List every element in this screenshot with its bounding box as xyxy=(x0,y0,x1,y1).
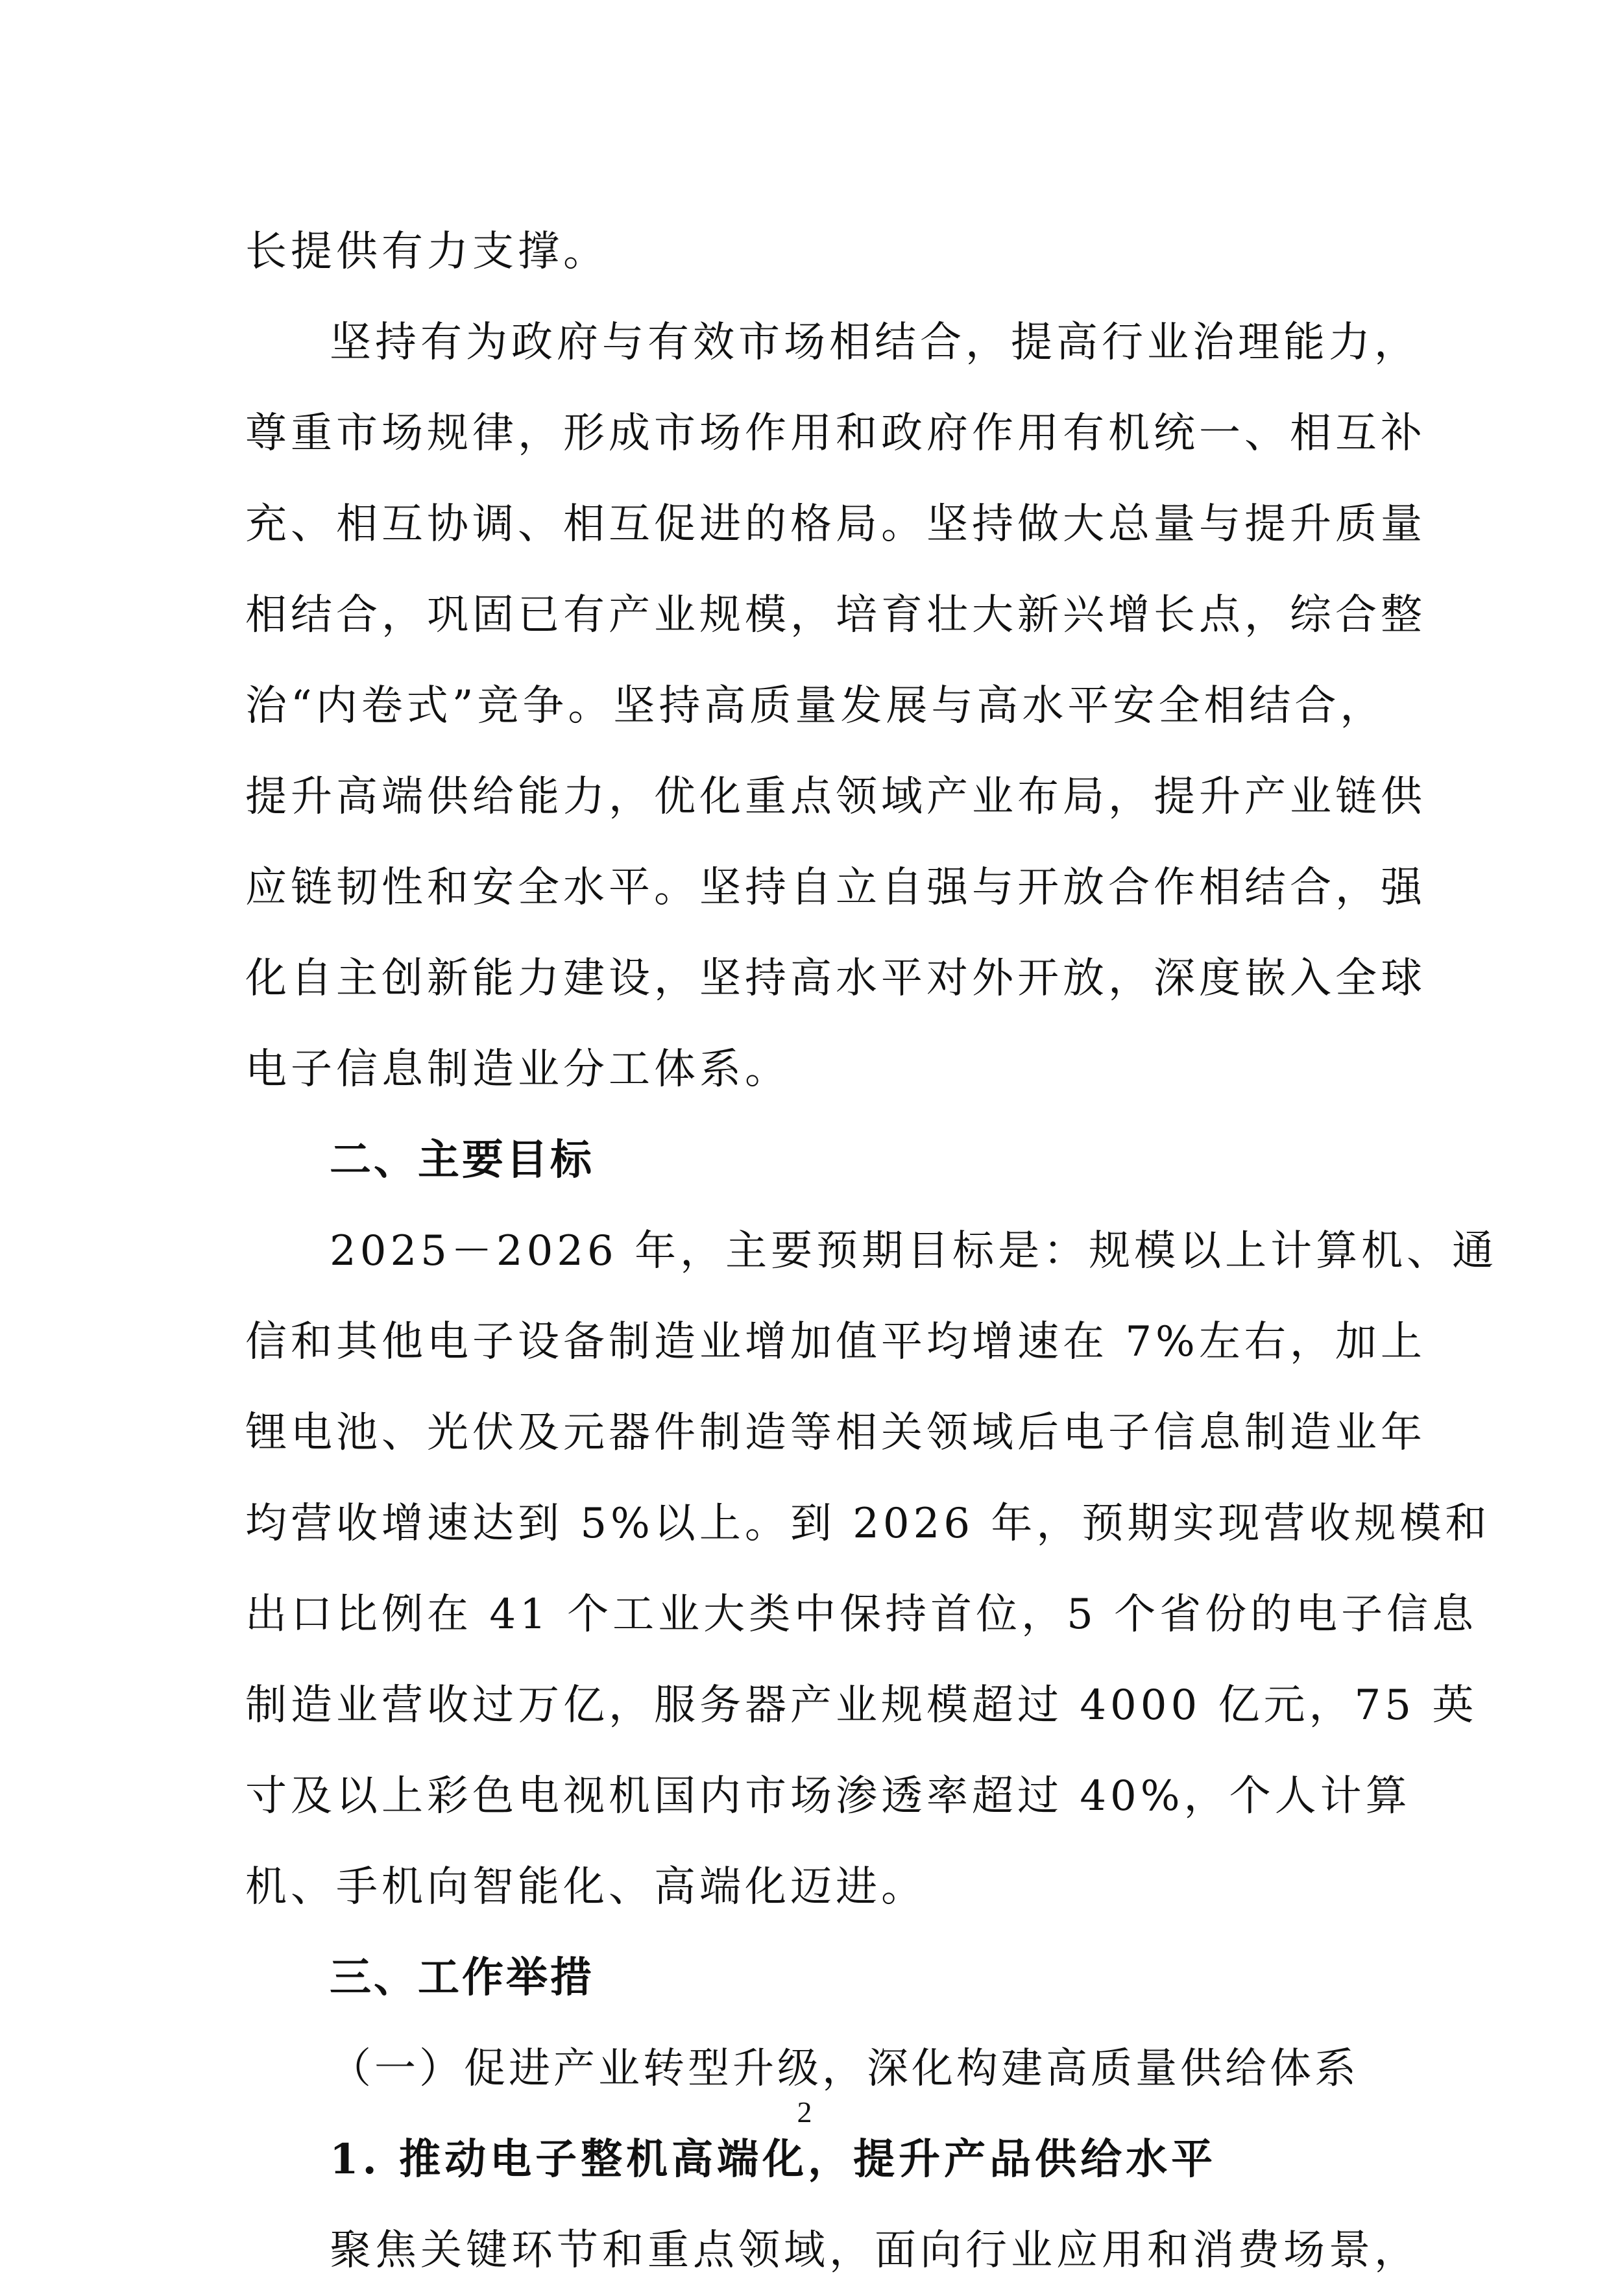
paragraph-line: 治“内卷式”竞争。坚持高质量发展与高水平安全相结合， xyxy=(245,682,1386,730)
paragraph-line: 制造业营收过万亿，服务器产业规模超过 4000 亿元，75 英 xyxy=(245,1681,1478,1729)
paragraph-line: 信和其他电子设备制造业增加值平均增速在 7%左右，加上 xyxy=(245,1318,1426,1366)
subsection-heading: （一）促进产业转型升级，深化构建高质量供给体系 xyxy=(330,2045,1359,2093)
paragraph-line: 机、手机向智能化、高端化迈进。 xyxy=(245,1863,926,1911)
page-number: 2 xyxy=(797,2095,812,2129)
paragraph-line: 坚持有为政府与有效市场相结合，提高行业治理能力， xyxy=(330,319,1420,367)
paragraph-line: 锂电池、光伏及元器件制造等相关领域后电子信息制造业年 xyxy=(245,1409,1426,1457)
paragraph-line: 寸及以上彩色电视机国内市场渗透率超过 40%，个人计算 xyxy=(245,1772,1411,1820)
paragraph-line: 提升高端供给能力，优化重点领域产业布局，提升产业链供 xyxy=(245,773,1426,821)
paragraph-line: 2025－2026 年，主要预期目标是：规模以上计算机、通 xyxy=(330,1227,1498,1275)
section-heading: 三、工作举措 xyxy=(330,1954,594,2002)
paragraph-line: 充、相互协调、相互促进的格局。坚持做大总量与提升质量 xyxy=(245,500,1426,548)
paragraph-line: 相结合，巩固已有产业规模，培育壮大新兴增长点，综合整 xyxy=(245,591,1426,639)
paragraph-line: 聚焦关键环节和重点领域，面向行业应用和消费场景， xyxy=(330,2227,1420,2275)
paragraph-line: 长提供有力支撑。 xyxy=(245,228,609,276)
paragraph-line: 电子信息制造业分工体系。 xyxy=(245,1045,790,1093)
paragraph-line: 应链韧性和安全水平。坚持自立自强与开放合作相结合，强 xyxy=(245,864,1426,912)
paragraph-line: 化自主创新能力建设，坚持高水平对外开放，深度嵌入全球 xyxy=(245,955,1426,1003)
section-heading: 二、主要目标 xyxy=(330,1136,594,1184)
paragraph-line: 出口比例在 41 个工业大类中保持首位，5 个省份的电子信息 xyxy=(245,1591,1478,1639)
item-heading: 1. 推动电子整机高端化，提升产品供给水平 xyxy=(330,2135,1217,2184)
paragraph-line: 均营收增速达到 5%以上。到 2026 年，预期实现营收规模和 xyxy=(245,1500,1491,1548)
paragraph-line: 尊重市场规律，形成市场作用和政府作用有机统一、相互补 xyxy=(245,409,1426,458)
